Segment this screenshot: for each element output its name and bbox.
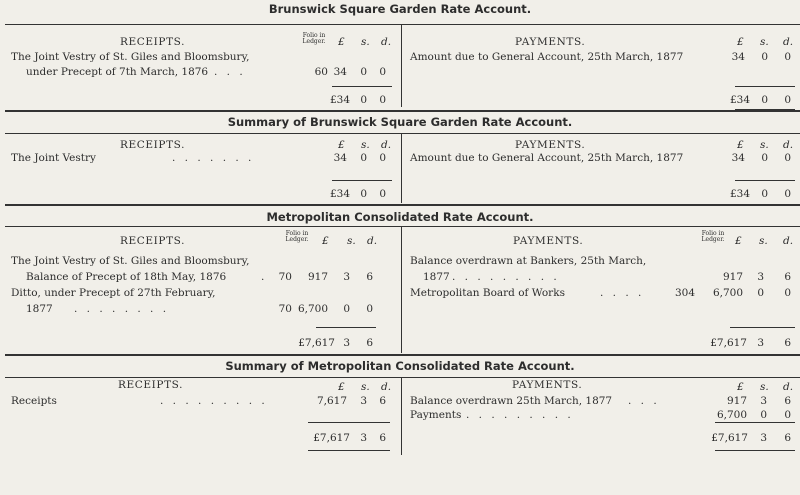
section-rule: [5, 204, 800, 206]
section-rule: [5, 110, 800, 112]
payment-line: Metropolitan Board of Works: [410, 287, 565, 299]
receipts-header: RECEIPTS.: [120, 139, 186, 151]
receipts-total-pence: 6: [366, 337, 373, 349]
shilling-column-header: s.: [760, 36, 769, 48]
payment-line: Balance overdrawn at Bankers, 25th March,: [410, 255, 647, 267]
receipts-total-pence: 0: [379, 188, 386, 200]
pence-value: 0: [784, 287, 791, 299]
payment-line: Payments: [410, 409, 462, 421]
shilling-value: 0: [343, 303, 350, 315]
pound-value: 917: [722, 271, 743, 283]
pound-column-header: £: [338, 36, 345, 48]
receipts-total-pounds: £34: [329, 94, 350, 106]
payment-line: 1877: [423, 271, 450, 283]
shilling-value: 0: [757, 287, 764, 299]
column-divider: [401, 134, 402, 203]
receipts-total-pounds: £7,617: [298, 337, 335, 349]
payments-total-pounds: £34: [729, 94, 750, 106]
pound-column-header: £: [338, 139, 345, 151]
pence-column-header: d.: [783, 381, 794, 393]
folio-value: 304: [674, 287, 695, 299]
payments-total-pence: 0: [784, 188, 791, 200]
folio-header: Folio in Ledger.: [701, 230, 725, 244]
section-rule: [5, 354, 800, 356]
shilling-column-header: s.: [759, 235, 768, 247]
pence-value: 0: [784, 51, 791, 63]
payments-header: PAYMENTS.: [512, 379, 583, 391]
pound-column-header: £: [737, 139, 744, 151]
shilling-value: 0: [761, 152, 768, 164]
receipt-line: The Joint Vestry: [11, 152, 96, 164]
payments-header: PAYMENTS.: [515, 36, 586, 48]
payments-total-shillings: 3: [757, 337, 764, 349]
pound-value: 7,617: [316, 395, 347, 407]
receipts-total-pence: 0: [379, 94, 386, 106]
receipts-total-shillings: 3: [360, 432, 367, 444]
pound-column-header: £: [737, 36, 744, 48]
shilling-value: 3: [343, 271, 350, 283]
shilling-column-header: s.: [760, 381, 769, 393]
pence-value: 0: [379, 66, 386, 78]
payment-line: Amount due to General Account, 25th March, 1877: [410, 51, 684, 63]
pound-column-header: £: [737, 381, 744, 393]
pence-column-header: d.: [381, 139, 392, 151]
shilling-value: 3: [760, 395, 767, 407]
shilling-column-header: s.: [361, 139, 370, 151]
payments-total-pounds: £7,617: [711, 432, 748, 444]
receipts-header: RECEIPTS.: [120, 235, 186, 247]
folio-header: Folio in Ledger.: [302, 32, 326, 46]
receipts-total-shillings: 0: [360, 94, 367, 106]
folio-value: 60: [314, 66, 328, 78]
receipts-total-pounds: £34: [329, 188, 350, 200]
payments-header: PAYMENTS.: [513, 235, 584, 247]
shilling-value: 3: [757, 271, 764, 283]
receipts-total-shillings: 3: [343, 337, 350, 349]
pound-value: 34: [731, 51, 745, 63]
pound-column-header: £: [322, 235, 329, 247]
folio-value: 70: [278, 271, 292, 283]
pence-value: 0: [379, 152, 386, 164]
payments-total-pounds: £7,617: [710, 337, 747, 349]
pound-value: 34: [731, 152, 745, 164]
receipt-line: Ditto, under Precept of 27th February,: [11, 287, 216, 299]
payments-header: PAYMENTS.: [515, 139, 586, 151]
section-title: Brunswick Square Garden Rate Account.: [268, 2, 532, 16]
pence-column-header: d.: [783, 139, 794, 151]
receipts-header: RECEIPTS.: [118, 379, 184, 391]
receipts-total-shillings: 0: [360, 188, 367, 200]
shilling-value: 0: [761, 51, 768, 63]
column-divider: [401, 25, 402, 107]
section-title: Summary of Brunswick Square Garden Rate Account.: [227, 115, 573, 129]
section-title: Metropolitan Consolidated Rate Account.: [266, 210, 534, 224]
divider: [5, 133, 800, 134]
pence-value: 6: [784, 271, 791, 283]
pence-column-header: d.: [783, 235, 794, 247]
payments-total-pence: 0: [784, 94, 791, 106]
payment-line: Balance overdrawn 25th March, 1877: [410, 395, 613, 407]
payments-total-pence: 6: [784, 337, 791, 349]
pound-value: 6,700: [297, 303, 328, 315]
folio-header: Folio in Ledger.: [285, 230, 309, 244]
pence-column-header: d.: [381, 36, 392, 48]
divider: [5, 226, 800, 227]
pound-value: 6,700: [716, 409, 747, 421]
divider: [5, 377, 800, 378]
folio-value: 70: [278, 303, 292, 315]
shilling-value: 0: [760, 409, 767, 421]
receipts-total-pence: 6: [379, 432, 386, 444]
receipts-total-pounds: £7,617: [313, 432, 350, 444]
receipt-line: Balance of Precept of 18th May, 1876: [26, 271, 227, 283]
shilling-value: 0: [360, 152, 367, 164]
payments-total-shillings: 3: [760, 432, 767, 444]
receipt-line: under Precept of 7th March, 1876: [26, 66, 209, 78]
pence-value: 0: [784, 152, 791, 164]
pound-value: 917: [307, 271, 328, 283]
pence-column-header: d.: [381, 381, 392, 393]
payments-total-pence: 6: [784, 432, 791, 444]
receipt-line: The Joint Vestry of St. Giles and Bloomsbury,: [11, 51, 250, 63]
column-divider: [401, 227, 402, 353]
pence-column-header: d.: [367, 235, 378, 247]
receipt-line: 1877: [26, 303, 53, 315]
shilling-column-header: s.: [760, 139, 769, 151]
pence-value: 6: [366, 271, 373, 283]
payments-total-shillings: 0: [761, 188, 768, 200]
shilling-column-header: s.: [347, 235, 356, 247]
payments-total-pounds: £34: [729, 188, 750, 200]
pence-value: 0: [366, 303, 373, 315]
shilling-column-header: s.: [361, 36, 370, 48]
pound-value: 917: [726, 395, 747, 407]
receipt-line: The Joint Vestry of St. Giles and Bloomsbury,: [11, 255, 250, 267]
pence-value: 6: [784, 395, 791, 407]
pence-value: 6: [379, 395, 386, 407]
shilling-value: 0: [360, 66, 367, 78]
payments-total-shillings: 0: [761, 94, 768, 106]
divider: [5, 24, 800, 25]
pound-value: 6,700: [712, 287, 743, 299]
payment-line: Amount due to General Account, 25th March, 1877: [410, 152, 684, 164]
shilling-column-header: s.: [361, 381, 370, 393]
pound-value: 34: [333, 66, 347, 78]
pence-value: 0: [784, 409, 791, 421]
pound-value: 34: [333, 152, 347, 164]
column-divider: [401, 378, 402, 455]
pound-column-header: £: [735, 235, 742, 247]
receipt-line: Receipts: [11, 395, 57, 407]
pound-column-header: £: [338, 381, 345, 393]
receipts-header: RECEIPTS.: [120, 36, 186, 48]
shilling-value: 3: [360, 395, 367, 407]
pence-column-header: d.: [783, 36, 794, 48]
section-title: Summary of Metropolitan Consolidated Rate Account.: [225, 359, 575, 373]
